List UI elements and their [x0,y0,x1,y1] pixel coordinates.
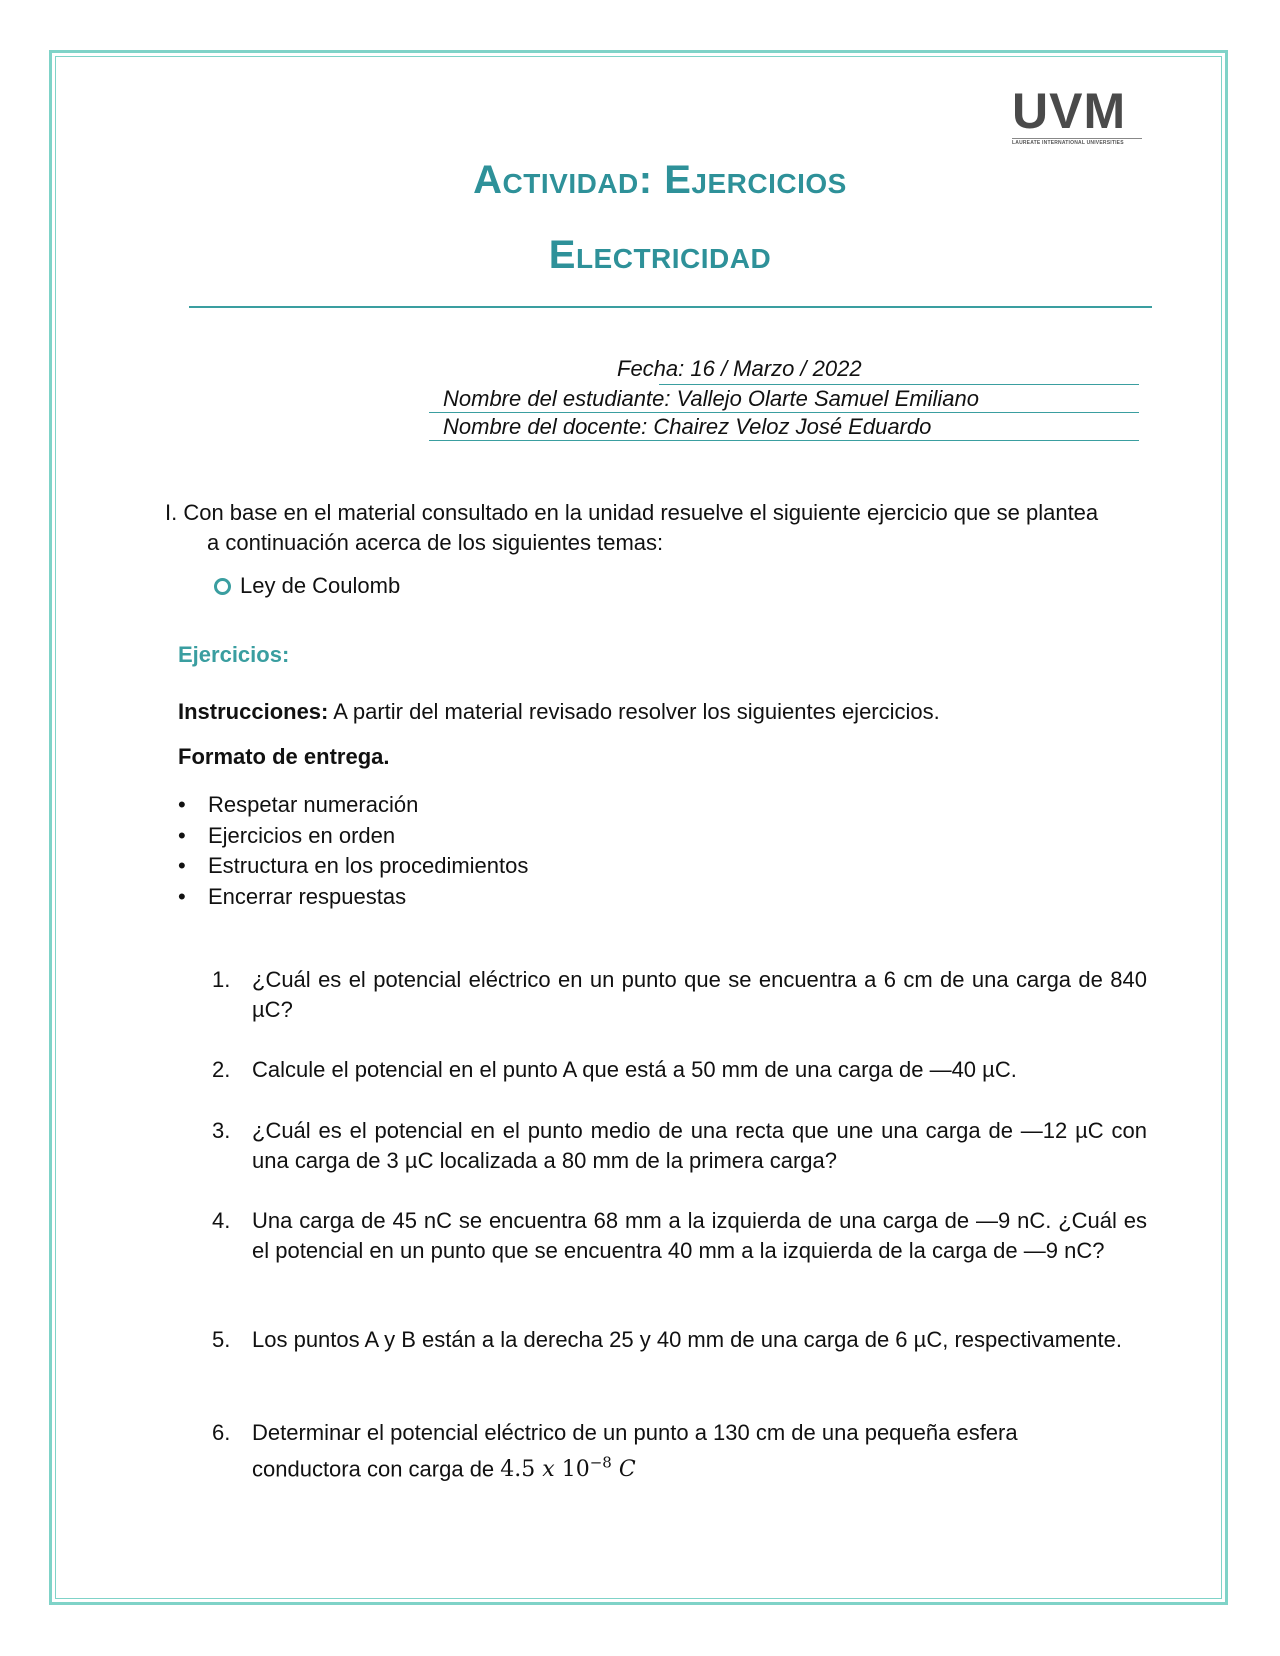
bullet-icon: • [178,883,186,909]
bullet-icon: • [178,853,186,878]
list-item-label: Estructura en los procedimientos [208,853,529,878]
question-number: 2. [212,1057,231,1082]
logo-subtitle: LAUREATE INTERNATIONAL UNIVERSITIES [1012,138,1142,146]
math-times: x [542,1457,555,1483]
math-unit: C [618,1457,636,1483]
question-number: 3. [212,1118,231,1143]
list-item-label: Ejercicios en orden [208,822,396,848]
question-text [252,1418,1072,1485]
question-number: 5. [212,1327,231,1352]
topic-label: Ley de Coulomb [240,573,401,598]
uvm-logo [1012,83,1142,146]
list-item [178,821,528,852]
student-underline [429,412,1139,413]
bullet-icon: • [178,822,186,848]
logo-text: UVM [1012,83,1127,139]
math-base: 10 [561,1457,590,1483]
list-item-label: Respetar numeración [208,792,419,817]
teacher-underline [429,440,1139,441]
intro-line-2: a continuación acerca de los siguientes temas: [207,530,664,555]
topic-item [214,573,400,599]
title-divider [189,306,1152,308]
instructions-text: A partir del material revisado resolver los siguientes ejercicios. [328,699,940,724]
math-mantissa: 4.5 [500,1457,536,1483]
format-list [178,790,528,912]
intro-line-1: I. Con base en el material consultado en la unidad resuelve el siguiente ejercicio que se plantea [165,500,1099,525]
list-item [178,790,528,821]
question-1 [212,965,1147,1025]
question-2 [212,1055,1147,1085]
question-3 [212,1116,1147,1176]
question-number: 1. [212,967,231,992]
bullet-icon: • [178,792,186,817]
question-number: 6. [212,1420,231,1445]
question-5 [212,1325,1147,1355]
question-text: Una carga de 45 nC se encuentra 68 mm a la izquierda de una carga de —9 nC. ¿Cuál es el potencial en un punto que se encuentra 40 mm a la izquierda de la carga de —9 nC? [252,1208,1147,1263]
exercises-heading: Ejercicios: [178,642,290,667]
question-4 [212,1206,1147,1266]
teacher-name-field: Nombre del docente: Chairez Veloz José Eduardo [443,414,932,439]
question-text: Calcule el potencial en el punto A que está a 50 mm de una carga de —40 µC. [252,1057,1017,1082]
ring-bullet-icon [214,578,231,595]
list-item [178,882,528,913]
date-field: Fecha: 16 / Marzo / 2022 [617,356,862,381]
question-text: Los puntos A y B están a la derecha 25 y 40 mm de una carga de 6 µC, respectivamente. [252,1327,1122,1352]
list-item-label: Encerrar respuestas [208,883,407,909]
title-line-1: Actividad: Ejercicios [473,158,847,202]
title-line-2: Electricidad [548,233,772,277]
format-heading: Formato de entrega. [178,744,390,769]
student-name-field: Nombre del estudiante: Vallejo Olarte Samuel Emiliano [443,386,980,411]
instructions [178,699,940,725]
instructions-label: Instrucciones: [178,699,329,724]
list-item [178,851,528,882]
question-text: ¿Cuál es el potencial eléctrico en un punto que se encuentra a 6 cm de una carga de 840 µC? [252,967,1147,1022]
question-6-text: Determinar el potencial eléctrico de un punto a 130 cm de una pequeña esfera conductora con carga de [252,1420,1018,1482]
math-exponent: −8 [589,1454,612,1472]
question-text: ¿Cuál es el potencial en el punto medio de una recta que une una carga de —12 µC con una carga de 3 µC localizada a 80 mm de la primera carga? [252,1118,1147,1173]
intro-paragraph [165,498,1145,558]
charge-value [500,1454,636,1483]
date-underline [659,384,1139,385]
question-6 [212,1418,1072,1485]
question-number: 4. [212,1208,231,1233]
